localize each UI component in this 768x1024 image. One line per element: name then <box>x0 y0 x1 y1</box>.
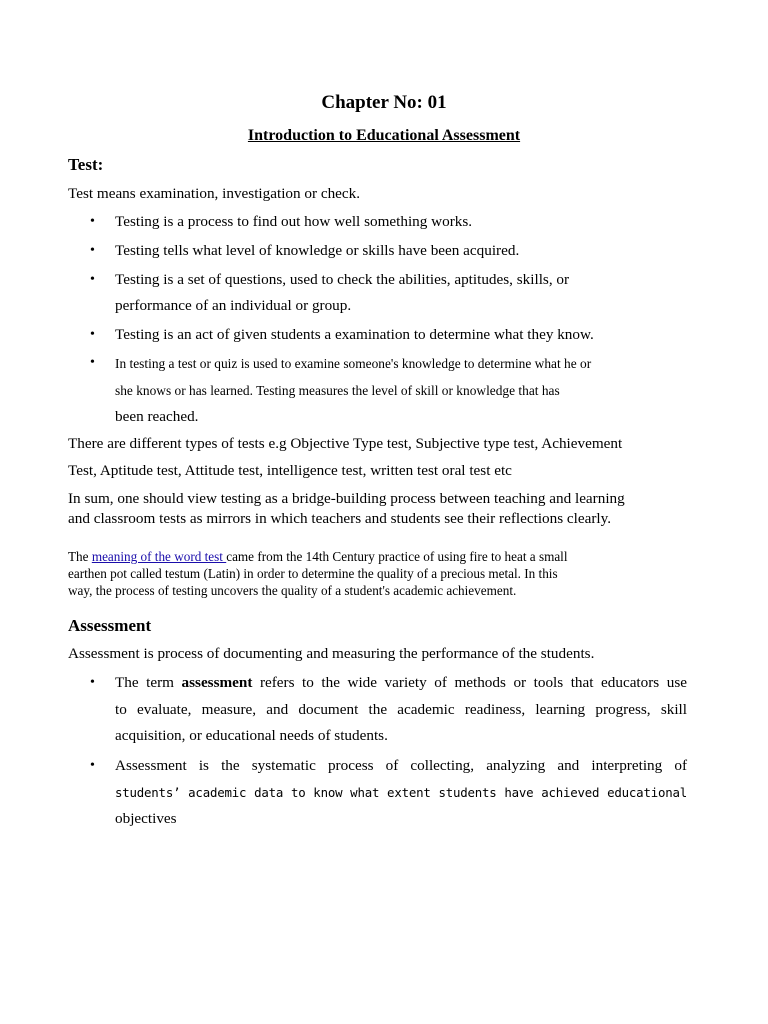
assessment-bullet-1-line3: acquisition, or educational needs of students. <box>115 727 388 744</box>
chapter-title: Chapter No: 01 <box>321 92 447 113</box>
test-bullet-3-line2: performance of an individual or group. <box>115 297 352 314</box>
bullet-marker: • <box>90 758 95 773</box>
bullet-marker: • <box>90 675 95 690</box>
test-bullet-4: Testing is an act of given students a examination to determine what they know. <box>115 326 594 343</box>
test-summary-line1: In sum, one should view testing as a bridge-building process between teaching and learning <box>68 490 625 507</box>
etymology-note-line1 <box>68 548 568 565</box>
assessment-term-bold: assessment <box>181 674 253 691</box>
assessment-bullet-1-line2: to evaluate, measure, and document the academic readiness, learning progress, skill <box>115 701 687 718</box>
assessment-bullet-2-line2: students’ academic data to know what extent students have achieved educational <box>115 785 687 800</box>
test-bullet-5-line1: In testing a test or quiz is used to examine someone's knowledge to determine what he or <box>115 356 592 371</box>
etymology-prefix: The <box>68 549 92 564</box>
test-heading: Test: <box>68 155 104 174</box>
bullet-marker: • <box>90 272 95 287</box>
bullet-marker: • <box>90 327 95 342</box>
test-bullet-3-line1: Testing is a set of questions, used to check the abilities, aptitudes, skills, or <box>115 271 570 288</box>
test-definition: Test means examination, investigation or check. <box>68 185 361 202</box>
bullet-marker: • <box>90 243 95 258</box>
test-bullet-5-line2: she knows or has learned. Testing measures the level of skill or knowledge that has <box>115 383 560 398</box>
assessment-bullet-1-rest: refers to the wide variety of methods or tools that educators use <box>252 674 687 691</box>
test-summary-line2: and classroom tests as mirrors in which teachers and students see their reflections clearly. <box>68 510 612 527</box>
chapter-subtitle: Introduction to Educational Assessment <box>247 127 521 144</box>
etymology-line1-rest: came from the 14th Century practice of using fire to heat a small <box>226 549 568 564</box>
assessment-definition: Assessment is process of documenting and measuring the performance of the students. <box>68 645 595 662</box>
test-bullet-1: Testing is a process to find out how well something works. <box>115 213 473 230</box>
meaning-of-word-test-link[interactable]: meaning of the word test <box>91 549 227 564</box>
bullet-marker: • <box>90 214 95 229</box>
assessment-bullet-2-line3: objectives <box>115 810 177 827</box>
assessment-bullet-2-line1: Assessment is the systematic process of collecting, analyzing and interpreting of <box>115 757 687 774</box>
test-bullet-2: Testing tells what level of knowledge or skills have been acquired. <box>115 242 520 259</box>
test-types-line2: Test, Aptitude test, Attitude test, intelligence test, written test oral test etc <box>68 462 512 479</box>
etymology-note-line3: way, the process of testing uncovers the quality of a student's academic achievement. <box>68 583 517 598</box>
assessment-bullet-1-prefix: The term <box>115 674 182 691</box>
test-types-line1: There are different types of tests e.g Objective Type test, Subjective type test, Achievement <box>68 435 623 452</box>
etymology-note-line2: earthen pot called testum (Latin) in order to determine the quality of a precious metal. In this <box>68 566 558 581</box>
assessment-heading: Assessment <box>68 616 152 635</box>
bullet-marker: • <box>90 355 95 370</box>
assessment-bullet-1-line1 <box>115 673 687 693</box>
test-bullet-5-line3: been reached. <box>115 408 199 425</box>
